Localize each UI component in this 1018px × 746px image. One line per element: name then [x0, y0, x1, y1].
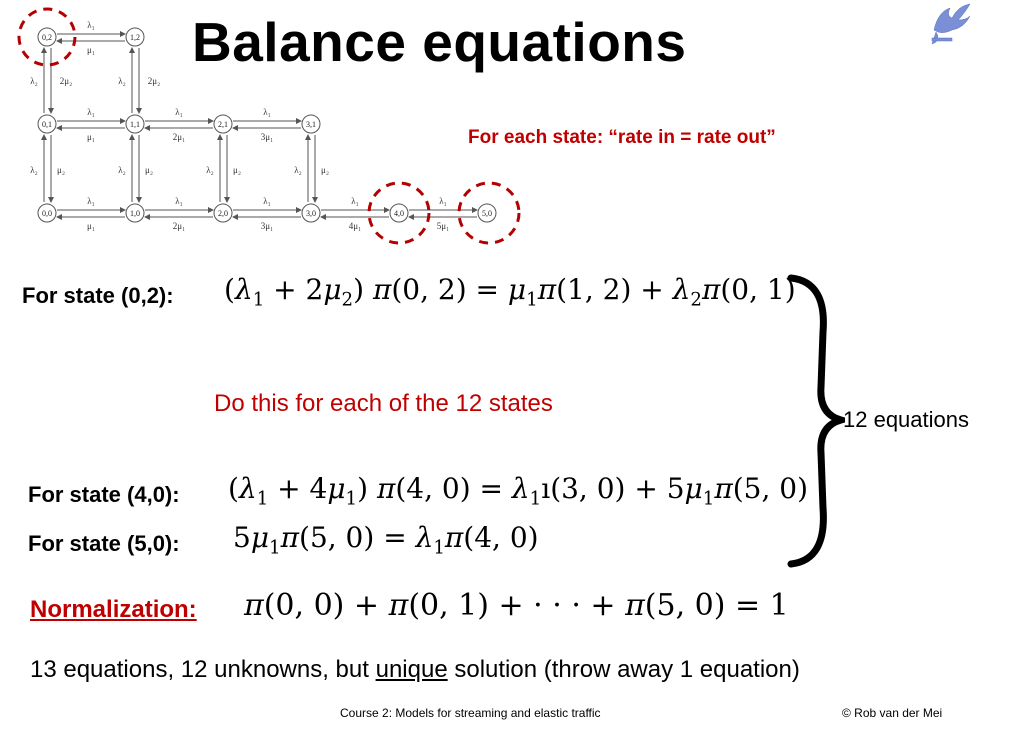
- state-label: 0,0: [42, 209, 52, 218]
- eq-label-0-2: For state (0,2):: [22, 283, 174, 308]
- summary-unique: unique: [375, 656, 448, 683]
- rate-label: μ₂: [57, 165, 65, 175]
- rate-label: λ₁: [263, 107, 271, 117]
- rate-label: 2μ₂: [59, 76, 73, 86]
- rate-label: λ₁: [175, 196, 183, 206]
- rate-label: μ₂: [145, 165, 153, 175]
- rate-label: λ₂: [30, 76, 38, 86]
- state-label: 1,1: [130, 120, 140, 129]
- rate-label: μ₁: [87, 221, 95, 231]
- rate-label: λ₁: [87, 196, 95, 206]
- rate-label: λ₁: [351, 196, 359, 206]
- summary-text: [30, 656, 800, 684]
- rate-label: λ₁: [87, 107, 95, 117]
- summary-after: solution (throw away 1 equation): [447, 656, 800, 683]
- state-transition-diagram: [8, 6, 530, 246]
- state-label: 0,1: [42, 120, 52, 129]
- rate-label: λ₁: [439, 196, 447, 206]
- rate-rule-text: For each state: “rate in = rate out”: [468, 127, 776, 148]
- state-label: 0,2: [42, 33, 52, 42]
- rate-label: 2μ₂: [147, 76, 161, 86]
- state-label: 5,0: [482, 209, 492, 218]
- state-label: 1,0: [130, 209, 140, 218]
- rate-label: λ₂: [118, 76, 126, 86]
- footer-copyright: © Rob van der Mei: [842, 706, 943, 720]
- instruction-text: Do this for each of the 12 states: [214, 390, 553, 417]
- rate-label: 4μ₁: [348, 221, 362, 231]
- state-label: 1,2: [130, 33, 140, 42]
- rate-label: μ₂: [321, 165, 329, 175]
- equation-4-0: $(\lambda_1 + 4\mu_1)$ π(4, $0) = \lambda_1ı(3$, $0) + 5\mu_1\pi(5$, 0): [228, 472, 809, 510]
- state-label: 3,1: [306, 120, 316, 129]
- rate-label: 3μ₁: [260, 221, 274, 231]
- rate-label: 2μ₁: [172, 221, 186, 231]
- footer-course: Course 2: Models for streaming and elastic traffic: [340, 706, 601, 720]
- rate-label: μ₂: [233, 165, 241, 175]
- summary-before: 13 equations, 12 unknowns, but: [30, 656, 376, 683]
- normalization-equation: π(0, 0) + π(0, 1) + · · · + π(5, 0) = 1: [244, 588, 789, 623]
- normalization-row: [30, 596, 197, 624]
- rate-label: λ₂: [118, 165, 126, 175]
- equation-count-label: 12 equations: [843, 407, 969, 432]
- state-label: 2,0: [218, 209, 228, 218]
- equation-5-0: $5\mu_1\pi(5$, $0) = \lambda_1\pi(4$, 0): [233, 521, 539, 559]
- rate-label: λ₂: [206, 165, 214, 175]
- rate-label: λ₁: [87, 20, 95, 30]
- equation-0-2: $(\lambda_1 + 2\mu_2)$ π(0, $2) = \mu_1\pi(1$, $2) + \lambda_2\pi(0$, 1): [224, 273, 796, 311]
- rate-label: λ₁: [175, 107, 183, 117]
- rate-label: μ₁: [87, 132, 95, 142]
- curly-brace: [785, 272, 845, 570]
- eq-label-4-0: For state (4,0):: [28, 482, 180, 507]
- rate-label: λ₂: [30, 165, 38, 175]
- state-label: 2,1: [218, 120, 228, 129]
- rate-label: 5μ₁: [436, 221, 450, 231]
- rate-label: 3μ₁: [260, 132, 274, 142]
- slide-title: Balance equations: [192, 11, 687, 73]
- rate-label: λ₂: [294, 165, 302, 175]
- rate-label: λ₁: [263, 196, 271, 206]
- rate-label: 2μ₁: [172, 132, 186, 142]
- normalization-label: Normalization:: [30, 596, 197, 623]
- eq-label-5-0: For state (5,0):: [28, 531, 180, 556]
- rate-label: μ₁: [87, 45, 95, 55]
- state-label: 4,0: [394, 209, 404, 218]
- state-label: 3,0: [306, 209, 316, 218]
- university-logo: [924, 0, 974, 46]
